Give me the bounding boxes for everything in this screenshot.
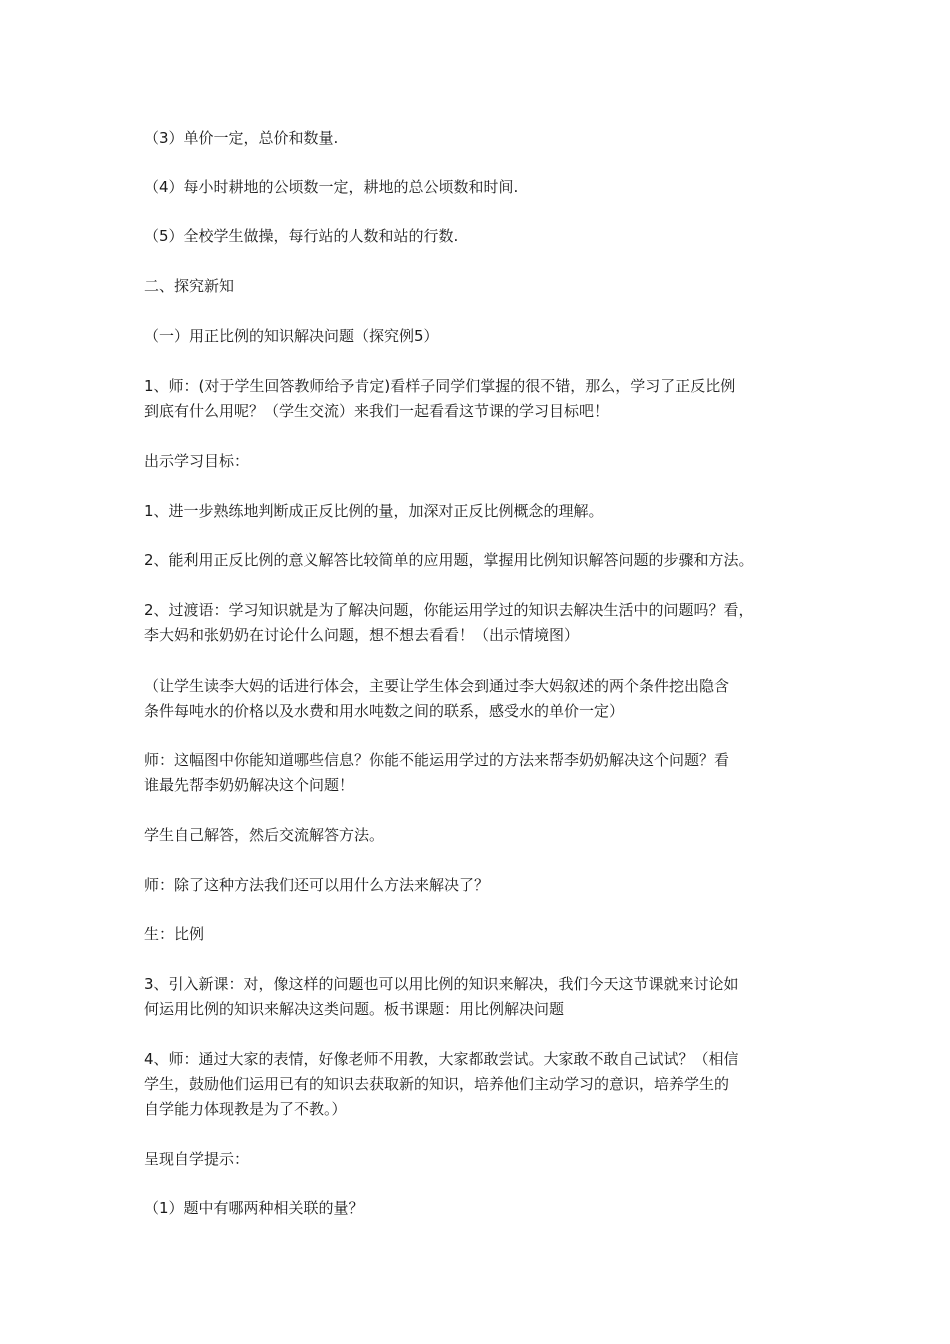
paragraph-student-reply: [144, 922, 824, 947]
text-line: （4）每小时耕地的公顷数一定，耕地的总公顷数和时间.: [144, 178, 519, 196]
text-line: 学生自己解答，然后交流解答方法。: [144, 826, 385, 844]
paragraph-objective-2: [144, 548, 824, 573]
paragraph-student-answer: [144, 823, 824, 848]
text-line: 二、探究新知: [144, 277, 235, 295]
text-line: 自学能力体现教是为了不教。）: [144, 1100, 347, 1118]
text-line: （让学生读李大妈的话进行体会，主要让学生体会到通过李大妈叙述的两个条件挖出隐含: [144, 677, 730, 695]
text-line: （一）用正比例的知识解决问题（探究例5）: [144, 327, 439, 345]
paragraph-teacher-followup: [144, 873, 824, 898]
paragraph-teacher-intro: [144, 374, 824, 424]
text-line: 条件每吨水的价格以及水费和用水吨数之间的联系，感受水的单价一定）: [144, 702, 625, 720]
text-line: 何运用比例的知识来解决这类问题。板书课题：用比例解决问题: [144, 1000, 565, 1018]
text-line: 师：除了这种方法我们还可以用什么方法来解决了？: [144, 876, 490, 894]
text-line: 师：这幅图中你能知道哪些信息？你能不能运用学过的方法来帮李奶奶解决这个问题？看: [144, 751, 730, 769]
text-line: 3、引入新课：对，像这样的问题也可以用比例的知识来解决，我们今天这节课就来讨论如: [144, 975, 739, 993]
text-line: 呈现自学提示：: [144, 1150, 250, 1168]
text-line: 学生，鼓励他们运用已有的知识去获取新的知识，培养他们主动学习的意识，培养学生的: [144, 1075, 730, 1093]
paragraph-item-5: [144, 224, 824, 249]
text-line: （3）单价一定，总价和数量.: [144, 129, 339, 147]
paragraph-new-lesson: [144, 972, 824, 1022]
paragraph-transition: [144, 598, 824, 648]
text-line: 1、师：(对于学生回答教师给予肯定)看样子同学们掌握的很不错，那么，学习了正反比例: [144, 377, 736, 395]
text-line: 1、进一步熟练地判断成正反比例的量，加深对正反比例概念的理解。: [144, 502, 604, 520]
text-line: 到底有什么用呢？（学生交流）来我们一起看看这节课的学习目标吧！: [144, 402, 610, 420]
text-line: （1）题中有哪两种相关联的量？: [144, 1199, 364, 1217]
section-heading: [144, 274, 824, 299]
paragraph-self-study: [144, 1047, 824, 1122]
paragraph-hints-label: [144, 1147, 824, 1172]
paragraph-item-4: [144, 175, 824, 200]
paragraph-item-3: [144, 126, 824, 151]
text-line: 李大妈和张奶奶在讨论什么问题，想不想去看看！（出示情境图）: [144, 626, 580, 644]
paragraph-objectives-label: [144, 449, 824, 474]
text-line: 2、过渡语：学习知识就是为了解决问题，你能运用学过的知识去解决生活中的问题吗？看，: [144, 601, 754, 619]
paragraph-hint-1: [144, 1196, 824, 1221]
text-line: 生：比例: [144, 925, 205, 943]
text-line: 出示学习目标：: [144, 452, 250, 470]
subsection-heading: [144, 324, 824, 349]
paragraph-note: [144, 674, 824, 724]
text-line: （5）全校学生做操，每行站的人数和站的行数.: [144, 227, 459, 245]
paragraph-teacher-question: [144, 748, 824, 798]
text-line: 2、能利用正反比例的意义解答比较简单的应用题，掌握用比例知识解答问题的步骤和方法。: [144, 551, 754, 569]
text-line: 谁最先帮李奶奶解决这个问题！: [144, 776, 355, 794]
text-line: 4、师：通过大家的表情，好像老师不用教，大家都敢尝试。大家敢不敢自己试试？（相信: [144, 1050, 739, 1068]
paragraph-objective-1: [144, 499, 824, 524]
